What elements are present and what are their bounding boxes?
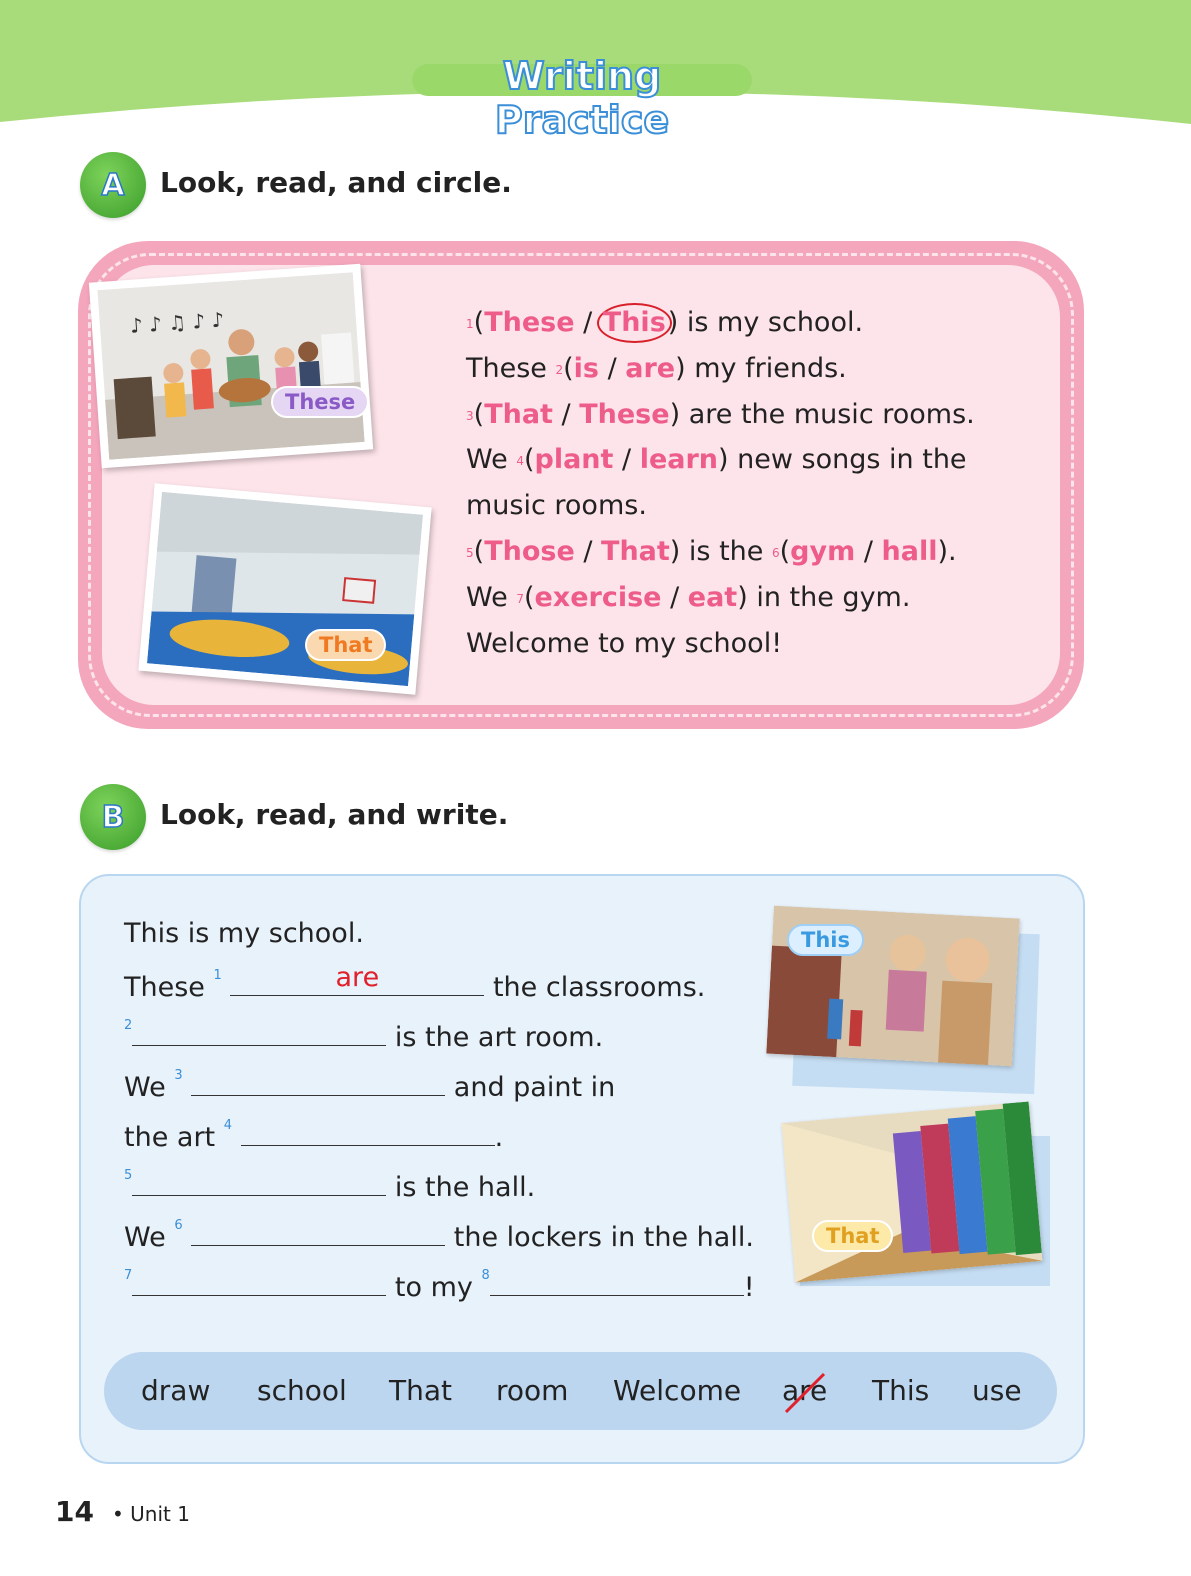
- a-line-8: Welcome to my school!: [466, 627, 783, 659]
- option-learn[interactable]: learn: [639, 444, 719, 476]
- svg-text:♪ ♪ ♫ ♪ ♪: ♪ ♪ ♫ ♪ ♪: [129, 307, 225, 338]
- blank-3[interactable]: [191, 1068, 445, 1096]
- blank-1[interactable]: [230, 962, 484, 996]
- section-b-letter: B: [101, 799, 125, 835]
- tag-that: That: [305, 629, 386, 661]
- b-post-5: is the hall.: [394, 1172, 536, 1203]
- blank-2[interactable]: [132, 1018, 386, 1046]
- b-post-7: !: [743, 1272, 755, 1303]
- b-pre-4: the art: [124, 1122, 224, 1153]
- page-number: 14: [55, 1495, 94, 1528]
- b-line-6: [124, 1218, 754, 1253]
- b-num-1: 1: [213, 968, 222, 983]
- a-mid-6: is the: [680, 535, 772, 567]
- a-num-7: 7: [516, 591, 524, 606]
- option-these[interactable]: These: [579, 398, 670, 430]
- b-post-2: is the art room.: [394, 1022, 604, 1053]
- b-post-4: .: [494, 1122, 504, 1153]
- option-plant[interactable]: plant: [534, 444, 614, 476]
- word-use[interactable]: use: [972, 1374, 1022, 1407]
- sep: /: [574, 535, 602, 567]
- a-num-2: 2: [555, 362, 564, 377]
- blank-4[interactable]: [241, 1118, 495, 1146]
- music-room-image: [97, 272, 364, 459]
- a-rest-6: .: [948, 535, 957, 567]
- a-rest-2: my friends.: [685, 352, 847, 384]
- b-line-0: This is my school.: [124, 918, 364, 949]
- option-this-circled[interactable]: This: [597, 303, 672, 343]
- b-pre-6: We: [124, 1222, 175, 1253]
- a-pre-7: We: [466, 581, 517, 613]
- tag-these: These: [271, 386, 369, 418]
- blank-8[interactable]: [490, 1268, 744, 1296]
- b-post-3: and paint in: [453, 1072, 616, 1103]
- a-line-7: We $^7$(exercise / eat) in the gym.: [466, 581, 911, 613]
- b-post-6: the lockers in the hall.: [453, 1222, 754, 1253]
- a-line-6: $^5$(Those / That) is the $^6$(gym / hall).: [466, 535, 957, 567]
- sep: /: [661, 581, 688, 613]
- gym-photo: [138, 483, 431, 695]
- word-draw[interactable]: draw: [141, 1374, 211, 1407]
- page-title-banner: [412, 54, 752, 142]
- word-room[interactable]: room: [496, 1374, 569, 1407]
- b-num-8: 8: [481, 1268, 490, 1283]
- b-pre-1: These: [124, 972, 214, 1003]
- hall-image: [781, 1101, 1042, 1282]
- a-rest-7: in the gym.: [747, 581, 911, 613]
- option-exercise[interactable]: exercise: [534, 581, 662, 613]
- b-num-5: 5: [124, 1168, 133, 1183]
- section-b-badge: [80, 784, 146, 850]
- b-num-4: 4: [223, 1118, 232, 1133]
- option-eat[interactable]: eat: [687, 581, 738, 613]
- a-rest-1: is my school.: [678, 307, 864, 338]
- sep: /: [599, 352, 626, 384]
- sep: /: [613, 444, 640, 476]
- b-num-6: 6: [174, 1218, 183, 1233]
- sep: /: [855, 535, 882, 567]
- b-line-5: [124, 1168, 535, 1203]
- a-pre-4: We: [466, 444, 517, 476]
- a-num-5: 5: [466, 545, 474, 560]
- tag-this: This: [787, 924, 864, 956]
- word-that[interactable]: That: [389, 1374, 452, 1407]
- section-a-letter: A: [101, 167, 125, 203]
- a-rest-3: are the music rooms.: [680, 398, 975, 430]
- unit-label: • Unit 1: [112, 1502, 190, 1526]
- section-a-text: [466, 300, 1026, 666]
- b-post-1: the classrooms.: [492, 972, 706, 1003]
- music-room-photo: [89, 264, 373, 469]
- gym-image: [147, 492, 423, 686]
- word-bank: [104, 1352, 1057, 1430]
- b-num-2: 2: [124, 1018, 133, 1033]
- option-is[interactable]: is: [573, 352, 599, 384]
- a-line-4: We $^4$(plant / learn) new songs in the: [466, 444, 967, 476]
- a-line-2: These $^2$(is / are) my friends.: [466, 352, 847, 384]
- section-a-badge: [80, 152, 146, 218]
- b-line-7: [124, 1268, 755, 1303]
- section-a-heading: Look, read, and circle.: [160, 166, 512, 199]
- section-b-heading: Look, read, and write.: [160, 798, 509, 831]
- a-num-3: 3: [466, 408, 474, 423]
- answer-1: are: [335, 962, 380, 993]
- a-line-3: $^3$(That / These) are the music rooms.: [466, 398, 975, 430]
- hall-photo: [781, 1101, 1042, 1282]
- b-num-7: 7: [124, 1268, 133, 1283]
- sep: /: [552, 398, 580, 430]
- option-hall[interactable]: hall: [881, 535, 938, 567]
- option-that[interactable]: That: [484, 398, 553, 430]
- b-line-4: [124, 1118, 503, 1153]
- word-are-crossed[interactable]: are: [782, 1374, 828, 1407]
- tag-that-b: That: [812, 1220, 893, 1252]
- sep: /: [574, 307, 601, 338]
- b-line-2: [124, 1018, 603, 1053]
- option-are[interactable]: are: [625, 352, 676, 384]
- option-that[interactable]: That: [601, 535, 670, 567]
- a-num-4: 4: [516, 454, 524, 469]
- b-line-3: [124, 1068, 615, 1103]
- a-pre-2: These: [466, 352, 556, 384]
- a-line-1: $^1$(These / This) is my school.: [466, 300, 1026, 346]
- word-school[interactable]: school: [257, 1374, 347, 1407]
- a-num-6: 6: [771, 545, 780, 560]
- b-mid-7: to my: [394, 1272, 482, 1303]
- word-welcome[interactable]: Welcome: [613, 1374, 742, 1407]
- a-line-5: music rooms.: [466, 490, 647, 522]
- page-title: Writing Practice: [494, 54, 670, 142]
- blank-6[interactable]: [191, 1218, 445, 1246]
- b-num-3: 3: [174, 1068, 183, 1083]
- a-rest-4: new songs in the: [728, 444, 967, 476]
- option-gym[interactable]: gym: [790, 535, 856, 567]
- option-these[interactable]: These: [484, 307, 575, 338]
- option-those[interactable]: Those: [484, 535, 575, 567]
- b-pre-3: We: [124, 1072, 175, 1103]
- strike-mark: [782, 1370, 828, 1416]
- blank-7[interactable]: [132, 1268, 386, 1296]
- word-this[interactable]: This: [872, 1374, 930, 1407]
- blank-5[interactable]: [132, 1168, 386, 1196]
- b-line-1: [124, 962, 706, 1003]
- a-num-1: 1: [466, 317, 474, 331]
